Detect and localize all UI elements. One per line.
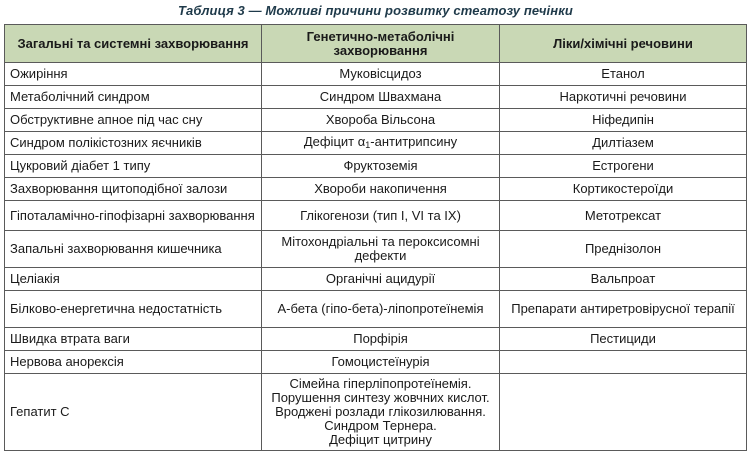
cell-general: Ожиріння: [5, 63, 262, 86]
cell-general: Синдром полікістозних яєчників: [5, 132, 262, 155]
cell-genetic-line: Сімейна гіперліпопротеїнемія.: [289, 376, 472, 391]
cell-drug: [500, 351, 747, 374]
cell-general: Нервова анорексія: [5, 351, 262, 374]
cell-genetic: [262, 132, 500, 155]
header-general-diseases: Загальні та системні захворювання: [5, 25, 262, 63]
cell-genetic: Муковісцидоз: [262, 63, 500, 86]
table-row: [5, 268, 747, 291]
table-row: [5, 374, 747, 451]
table-row: [5, 155, 747, 178]
cell-genetic: Синдром Швахмана: [262, 86, 500, 109]
cell-general: Метаболічний синдром: [5, 86, 262, 109]
table-row: [5, 86, 747, 109]
table-row: [5, 63, 747, 86]
cell-general: Захворювання щитоподібної залози: [5, 178, 262, 201]
cell-general: Запальні захворювання кишечника: [5, 231, 262, 268]
cell-general: Гіпоталамічно-гіпофізарні захворювання: [5, 201, 262, 231]
cell-genetic-line: Вроджені розлади глікозилювання.: [275, 404, 486, 419]
cell-genetic-suffix: -антитрипсину: [370, 133, 458, 149]
cell-genetic-line: Дефіцит цитрину: [329, 432, 432, 447]
cell-drug: Вальпроат: [500, 268, 747, 291]
cell-general: Цукровий діабет 1 типу: [5, 155, 262, 178]
cell-genetic: Хвороба Вільсона: [262, 109, 500, 132]
cell-drug: Препарати антиретровірусної терапії: [500, 291, 747, 328]
table-row: [5, 291, 747, 328]
cell-drug: [500, 374, 747, 451]
cell-general: Обструктивне апное під час сну: [5, 109, 262, 132]
cell-general: Гепатит С: [5, 374, 262, 451]
cell-genetic: Порфірія: [262, 328, 500, 351]
cell-genetic: Гомоцистеїнурія: [262, 351, 500, 374]
cell-drug: Етанол: [500, 63, 747, 86]
cell-drug: Метотрексат: [500, 201, 747, 231]
cell-genetic: [262, 374, 500, 451]
table-row: [5, 351, 747, 374]
cell-drug: Пестициди: [500, 328, 747, 351]
table-row: [5, 201, 747, 231]
cell-drug: Преднізолон: [500, 231, 747, 268]
table-row: [5, 231, 747, 268]
table-title: Таблиця 3 — Можливі причини розвитку стеатозу печінки: [178, 3, 573, 18]
cell-drug: Естрогени: [500, 155, 747, 178]
cell-genetic-line: Порушення синтезу жовчних кислот.: [271, 390, 490, 405]
cell-drug: Кортикостероїди: [500, 178, 747, 201]
cell-general: Білково-енергетична недостатність: [5, 291, 262, 328]
cell-genetic-prefix: Дефіцит α: [303, 133, 366, 149]
cell-drug: Дилтіазем: [500, 132, 747, 155]
causes-table: [4, 24, 747, 451]
table-row: [5, 328, 747, 351]
table-row: [5, 178, 747, 201]
cell-genetic-line: Синдром Тернера.: [324, 418, 437, 433]
cell-genetic: Мітохондріальні та пероксисомні дефекти: [262, 231, 500, 268]
cell-drug: Ніфедипін: [500, 109, 747, 132]
header-genetic-metabolic: Генетично-метаболічні захворювання: [262, 25, 500, 63]
table-row: [5, 132, 747, 155]
table-header-row: [5, 25, 747, 63]
cell-general: Швидка втрата ваги: [5, 328, 262, 351]
cell-genetic: Глікогенози (тип I, VI та IX): [262, 201, 500, 231]
cell-genetic: А-бета (гіпо-бета)-ліпопротеїнемія: [262, 291, 500, 328]
table-row: [5, 109, 747, 132]
header-drugs-chemicals: Ліки/хімічні речовини: [500, 25, 747, 63]
cell-genetic: Органічні ацидурії: [262, 268, 500, 291]
cell-genetic-subscript: 1: [365, 139, 371, 150]
cell-genetic: Фруктоземія: [262, 155, 500, 178]
cell-genetic: Хвороби накопичення: [262, 178, 500, 201]
cell-drug: Наркотичні речовини: [500, 86, 747, 109]
cell-general: Целіакія: [5, 268, 262, 291]
